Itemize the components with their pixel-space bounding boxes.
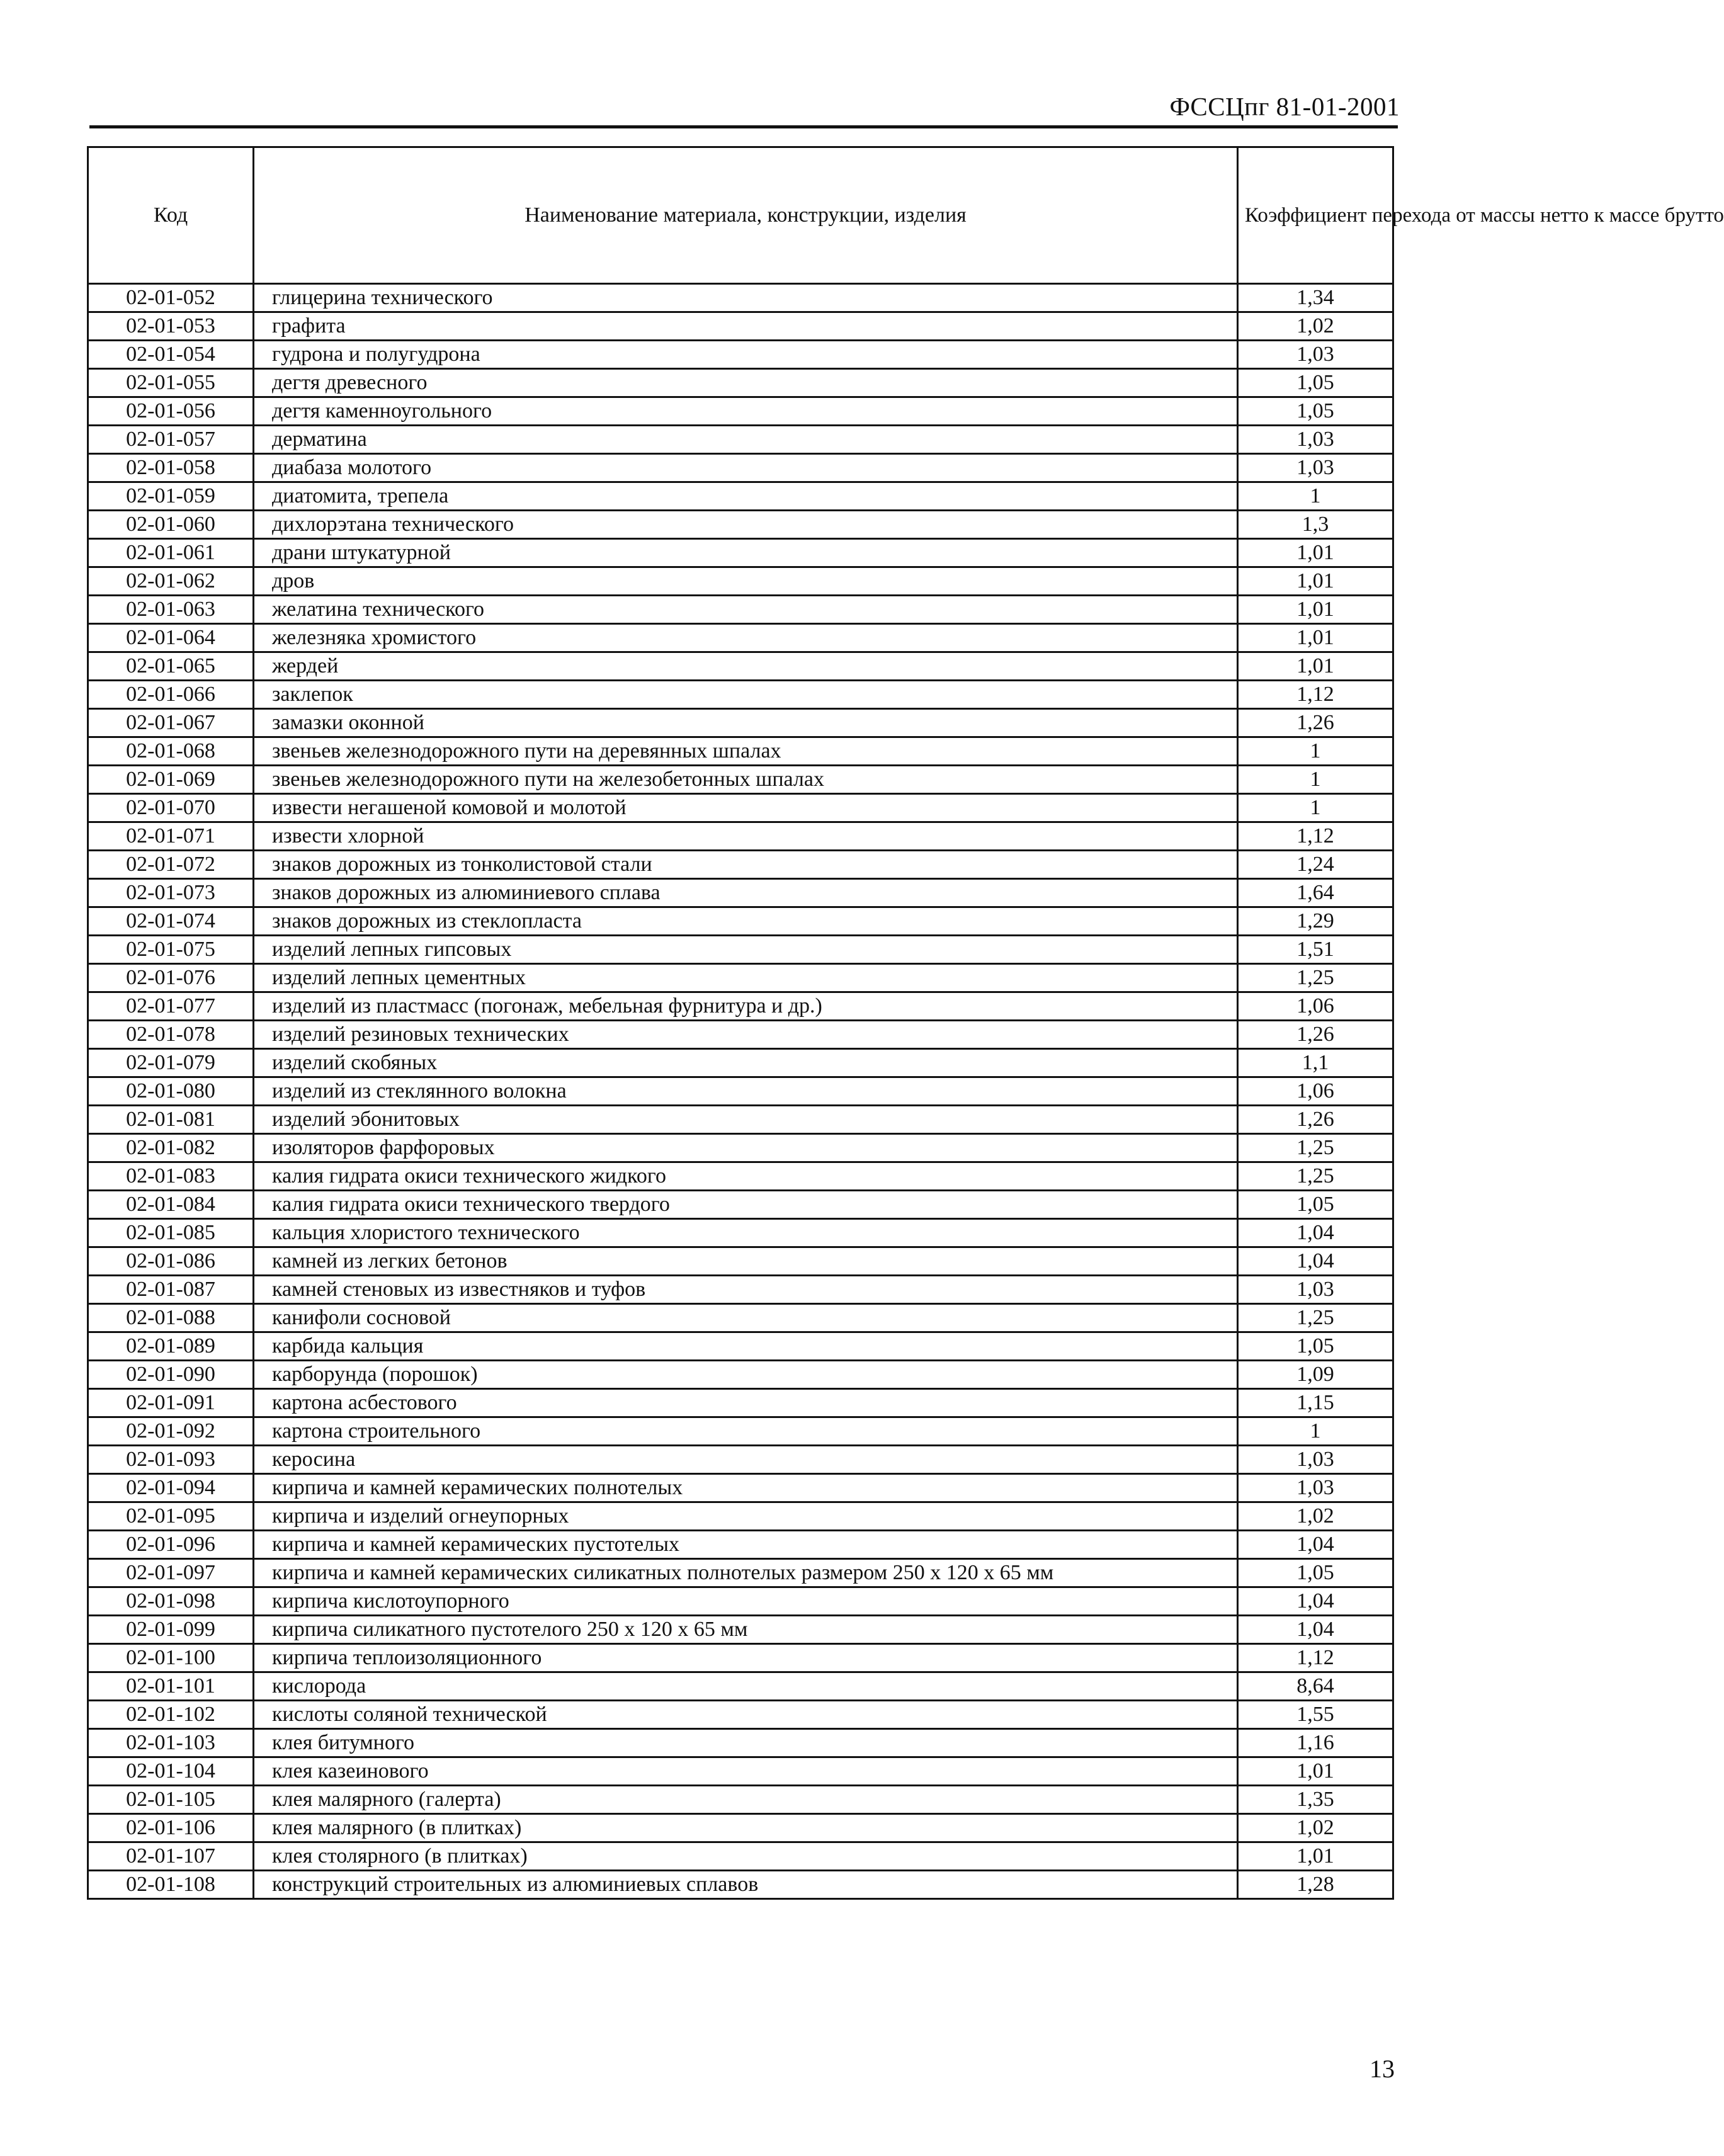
cell-coefficient: 1,05 <box>1238 1191 1393 1219</box>
cell-coefficient: 1 <box>1238 482 1393 511</box>
cell-code: 02-01-101 <box>88 1672 254 1701</box>
cell-code: 02-01-103 <box>88 1729 254 1757</box>
cell-coefficient: 1,26 <box>1238 1021 1393 1049</box>
cell-code: 02-01-104 <box>88 1757 254 1786</box>
table-row <box>88 1276 1393 1304</box>
cell-name: изделий резиновых технических <box>254 1021 1238 1049</box>
cell-name: знаков дорожных из стеклопласта <box>254 907 1238 936</box>
cell-code: 02-01-079 <box>88 1049 254 1077</box>
table-row <box>88 482 1393 511</box>
cell-name: изделий лепных гипсовых <box>254 936 1238 964</box>
cell-coefficient: 1,01 <box>1238 567 1393 596</box>
cell-code: 02-01-095 <box>88 1502 254 1531</box>
cell-code: 02-01-066 <box>88 681 254 709</box>
table-row <box>88 1729 1393 1757</box>
cell-code: 02-01-088 <box>88 1304 254 1332</box>
cell-name: клея малярного (в плитках) <box>254 1814 1238 1842</box>
cell-code: 02-01-108 <box>88 1871 254 1899</box>
cell-name: кирпича силикатного пустотелого 250 х 120 х 65 мм <box>254 1616 1238 1644</box>
table-row <box>88 681 1393 709</box>
column-header-coefficient: Коэффициент перехода от массы нетто к массе брутто <box>1238 147 1393 284</box>
cell-name: желатина технического <box>254 596 1238 624</box>
table-row <box>88 1587 1393 1616</box>
cell-name: кислоты соляной технической <box>254 1701 1238 1729</box>
cell-code: 02-01-059 <box>88 482 254 511</box>
cell-name: камней из легких бетонов <box>254 1247 1238 1276</box>
cell-name: жердей <box>254 652 1238 681</box>
cell-coefficient: 1,34 <box>1238 284 1393 312</box>
cell-coefficient: 1 <box>1238 794 1393 822</box>
cell-coefficient: 1 <box>1238 737 1393 766</box>
cell-name: керосина <box>254 1446 1238 1474</box>
cell-coefficient: 1,05 <box>1238 1332 1393 1361</box>
cell-coefficient: 8,64 <box>1238 1672 1393 1701</box>
cell-name: кирпича и камней керамических пустотелых <box>254 1531 1238 1559</box>
table-row <box>88 964 1393 992</box>
cell-code: 02-01-099 <box>88 1616 254 1644</box>
table-header-row <box>88 147 1393 284</box>
cell-code: 02-01-076 <box>88 964 254 992</box>
cell-code: 02-01-058 <box>88 454 254 482</box>
cell-name: изоляторов фарфоровых <box>254 1134 1238 1162</box>
cell-code: 02-01-065 <box>88 652 254 681</box>
cell-name: драни штукатурной <box>254 539 1238 567</box>
cell-coefficient: 1,04 <box>1238 1219 1393 1247</box>
cell-code: 02-01-085 <box>88 1219 254 1247</box>
cell-code: 02-01-081 <box>88 1106 254 1134</box>
table-row <box>88 822 1393 851</box>
cell-code: 02-01-052 <box>88 284 254 312</box>
cell-name: карбида кальция <box>254 1332 1238 1361</box>
table-row <box>88 1871 1393 1899</box>
coefficient-table <box>87 146 1724 1900</box>
cell-coefficient: 1,29 <box>1238 907 1393 936</box>
cell-coefficient: 1,02 <box>1238 1502 1393 1531</box>
table-row <box>88 1106 1393 1134</box>
table-row <box>88 851 1393 879</box>
cell-name: клея малярного (галерта) <box>254 1786 1238 1814</box>
cell-name: дегтя древесного <box>254 369 1238 397</box>
cell-coefficient: 1,25 <box>1238 964 1393 992</box>
cell-coefficient: 1,04 <box>1238 1531 1393 1559</box>
cell-coefficient: 1,03 <box>1238 341 1393 369</box>
cell-name: картона строительного <box>254 1417 1238 1446</box>
cell-name: камней стеновых из известняков и туфов <box>254 1276 1238 1304</box>
cell-name: знаков дорожных из тонколистовой стали <box>254 851 1238 879</box>
cell-name: калия гидрата окиси технического твердого <box>254 1191 1238 1219</box>
cell-name: замазки оконной <box>254 709 1238 737</box>
table-body <box>88 284 1393 1899</box>
cell-coefficient: 1,04 <box>1238 1616 1393 1644</box>
cell-code: 02-01-091 <box>88 1389 254 1417</box>
cell-coefficient: 1,25 <box>1238 1134 1393 1162</box>
table-row <box>88 1474 1393 1502</box>
table-row <box>88 992 1393 1021</box>
table-row <box>88 1814 1393 1842</box>
column-header-code: Код <box>88 147 254 284</box>
cell-coefficient: 1 <box>1238 766 1393 794</box>
cell-name: глицерина технического <box>254 284 1238 312</box>
table-row <box>88 454 1393 482</box>
cell-name: канифоли сосновой <box>254 1304 1238 1332</box>
cell-code: 02-01-054 <box>88 341 254 369</box>
cell-name: дегтя каменноугольного <box>254 397 1238 426</box>
cell-coefficient: 1,01 <box>1238 596 1393 624</box>
cell-code: 02-01-105 <box>88 1786 254 1814</box>
cell-code: 02-01-053 <box>88 312 254 341</box>
table-row <box>88 1361 1393 1389</box>
cell-code: 02-01-093 <box>88 1446 254 1474</box>
cell-coefficient: 1 <box>1238 1417 1393 1446</box>
cell-name: картона асбестового <box>254 1389 1238 1417</box>
table-row <box>88 1531 1393 1559</box>
cell-name: знаков дорожных из алюминиевого сплава <box>254 879 1238 907</box>
cell-name: извести негашеной комовой и молотой <box>254 794 1238 822</box>
cell-coefficient: 1,12 <box>1238 822 1393 851</box>
cell-code: 02-01-064 <box>88 624 254 652</box>
cell-name: изделий из пластмасс (погонаж, мебельная фурнитура и др.) <box>254 992 1238 1021</box>
cell-name: дихлорэтана технического <box>254 511 1238 539</box>
cell-coefficient: 1,01 <box>1238 624 1393 652</box>
table-row <box>88 1389 1393 1417</box>
cell-code: 02-01-069 <box>88 766 254 794</box>
cell-name: железняка хромистого <box>254 624 1238 652</box>
document-code: ФССЦпг 81-01-2001 <box>1169 92 1400 121</box>
cell-coefficient: 1,03 <box>1238 426 1393 454</box>
cell-name: кирпича кислотоупорного <box>254 1587 1238 1616</box>
cell-name: клея казеинового <box>254 1757 1238 1786</box>
table-row <box>88 1191 1393 1219</box>
cell-coefficient: 1,04 <box>1238 1247 1393 1276</box>
cell-name: звеньев железнодорожного пути на деревянных шпалах <box>254 737 1238 766</box>
cell-code: 02-01-068 <box>88 737 254 766</box>
table-row <box>88 1644 1393 1672</box>
table-row <box>88 1842 1393 1871</box>
cell-name: клея битумного <box>254 1729 1238 1757</box>
table-header <box>88 147 1724 284</box>
cell-code: 02-01-073 <box>88 879 254 907</box>
cell-name: изделий эбонитовых <box>254 1106 1238 1134</box>
table-row <box>88 1134 1393 1162</box>
cell-coefficient: 1,64 <box>1238 879 1393 907</box>
header-rule <box>89 125 1398 128</box>
table-row <box>88 369 1393 397</box>
cell-code: 02-01-078 <box>88 1021 254 1049</box>
cell-coefficient: 1,01 <box>1238 539 1393 567</box>
cell-coefficient: 1,06 <box>1238 992 1393 1021</box>
table-row <box>88 1701 1393 1729</box>
cell-name: изделий лепных цементных <box>254 964 1238 992</box>
cell-coefficient: 1,16 <box>1238 1729 1393 1757</box>
cell-name: извести хлорной <box>254 822 1238 851</box>
table-row <box>88 709 1393 737</box>
cell-code: 02-01-097 <box>88 1559 254 1587</box>
cell-code: 02-01-062 <box>88 567 254 596</box>
cell-name: графита <box>254 312 1238 341</box>
cell-coefficient: 1,24 <box>1238 851 1393 879</box>
cell-coefficient: 1,01 <box>1238 1842 1393 1871</box>
cell-coefficient: 1,55 <box>1238 1701 1393 1729</box>
cell-code: 02-01-087 <box>88 1276 254 1304</box>
table-row <box>88 794 1393 822</box>
cell-code: 02-01-086 <box>88 1247 254 1276</box>
column-header-name: Наименование материала, конструкции, изделия <box>254 147 1238 284</box>
table-row <box>88 567 1393 596</box>
cell-code: 02-01-071 <box>88 822 254 851</box>
cell-name: звеньев железнодорожного пути на железобетонных шпалах <box>254 766 1238 794</box>
cell-coefficient: 1,26 <box>1238 1106 1393 1134</box>
cell-coefficient: 1,26 <box>1238 709 1393 737</box>
cell-code: 02-01-060 <box>88 511 254 539</box>
cell-name: кирпича и камней керамических силикатных полнотелых размером 250 х 120 х 65 мм <box>254 1559 1238 1587</box>
cell-code: 02-01-084 <box>88 1191 254 1219</box>
cell-name: гудрона и полугудрона <box>254 341 1238 369</box>
cell-code: 02-01-056 <box>88 397 254 426</box>
cell-coefficient: 1,01 <box>1238 652 1393 681</box>
cell-coefficient: 1,02 <box>1238 312 1393 341</box>
table-row <box>88 1304 1393 1332</box>
cell-code: 02-01-061 <box>88 539 254 567</box>
cell-coefficient: 1,09 <box>1238 1361 1393 1389</box>
cell-name: кислорода <box>254 1672 1238 1701</box>
cell-code: 02-01-080 <box>88 1077 254 1106</box>
table-row <box>88 1672 1393 1701</box>
cell-code: 02-01-100 <box>88 1644 254 1672</box>
cell-name: клея столярного (в плитках) <box>254 1842 1238 1871</box>
cell-coefficient: 1,01 <box>1238 1757 1393 1786</box>
cell-code: 02-01-094 <box>88 1474 254 1502</box>
cell-name: дров <box>254 567 1238 596</box>
cell-code: 02-01-082 <box>88 1134 254 1162</box>
table-row <box>88 1049 1393 1077</box>
cell-code: 02-01-077 <box>88 992 254 1021</box>
cell-name: заклепок <box>254 681 1238 709</box>
cell-code: 02-01-107 <box>88 1842 254 1871</box>
table-row <box>88 737 1393 766</box>
table-row <box>88 1077 1393 1106</box>
cell-coefficient: 1,28 <box>1238 1871 1393 1899</box>
cell-code: 02-01-055 <box>88 369 254 397</box>
table-row <box>88 936 1393 964</box>
cell-coefficient: 1,15 <box>1238 1389 1393 1417</box>
cell-code: 02-01-063 <box>88 596 254 624</box>
table-row <box>88 426 1393 454</box>
table-row <box>88 1757 1393 1786</box>
cell-coefficient: 1,02 <box>1238 1814 1393 1842</box>
table-row <box>88 624 1393 652</box>
cell-name: дерматина <box>254 426 1238 454</box>
cell-coefficient: 1,12 <box>1238 681 1393 709</box>
cell-coefficient: 1,05 <box>1238 369 1393 397</box>
cell-coefficient: 1,25 <box>1238 1162 1393 1191</box>
table-row <box>88 652 1393 681</box>
table-row <box>88 1446 1393 1474</box>
cell-coefficient: 1,03 <box>1238 1474 1393 1502</box>
cell-coefficient: 1,06 <box>1238 1077 1393 1106</box>
table-row <box>88 1247 1393 1276</box>
table-row <box>88 907 1393 936</box>
cell-name: диатомита, трепела <box>254 482 1238 511</box>
table-row <box>88 1786 1393 1814</box>
cell-code: 02-01-102 <box>88 1701 254 1729</box>
cell-name: кирпича теплоизоляционного <box>254 1644 1238 1672</box>
cell-code: 02-01-074 <box>88 907 254 936</box>
cell-name: кальция хлористого технического <box>254 1219 1238 1247</box>
page-number: 13 <box>1370 2055 1395 2083</box>
table-row <box>88 397 1393 426</box>
cell-coefficient: 1,03 <box>1238 1276 1393 1304</box>
cell-name: кирпича и изделий огнеупорных <box>254 1502 1238 1531</box>
cell-code: 02-01-092 <box>88 1417 254 1446</box>
cell-name: калия гидрата окиси технического жидкого <box>254 1162 1238 1191</box>
cell-coefficient: 1,3 <box>1238 511 1393 539</box>
cell-coefficient: 1,35 <box>1238 1786 1393 1814</box>
cell-code: 02-01-090 <box>88 1361 254 1389</box>
cell-code: 02-01-070 <box>88 794 254 822</box>
table-row <box>88 766 1393 794</box>
cell-code: 02-01-067 <box>88 709 254 737</box>
cell-name: изделий из стеклянного волокна <box>254 1077 1238 1106</box>
table-row <box>88 284 1393 312</box>
cell-coefficient: 1,25 <box>1238 1304 1393 1332</box>
table-row <box>88 1502 1393 1531</box>
cell-code: 02-01-072 <box>88 851 254 879</box>
cell-coefficient: 1,12 <box>1238 1644 1393 1672</box>
cell-coefficient: 1,1 <box>1238 1049 1393 1077</box>
table-row <box>88 1021 1393 1049</box>
table-row <box>88 1162 1393 1191</box>
table-row <box>88 341 1393 369</box>
table-row <box>88 1219 1393 1247</box>
cell-name: конструкций строительных из алюминиевых сплавов <box>254 1871 1238 1899</box>
cell-code: 02-01-106 <box>88 1814 254 1842</box>
table-row <box>88 1559 1393 1587</box>
cell-coefficient: 1,03 <box>1238 1446 1393 1474</box>
cell-name: диабаза молотого <box>254 454 1238 482</box>
cell-coefficient: 1,03 <box>1238 454 1393 482</box>
cell-code: 02-01-075 <box>88 936 254 964</box>
cell-coefficient: 1,05 <box>1238 1559 1393 1587</box>
table-row <box>88 1417 1393 1446</box>
cell-code: 02-01-098 <box>88 1587 254 1616</box>
cell-coefficient: 1,04 <box>1238 1587 1393 1616</box>
table-row <box>88 312 1393 341</box>
cell-name: карборунда (порошок) <box>254 1361 1238 1389</box>
table-row <box>88 1332 1393 1361</box>
table-row <box>88 1616 1393 1644</box>
cell-code: 02-01-083 <box>88 1162 254 1191</box>
cell-coefficient: 1,05 <box>1238 397 1393 426</box>
table-row <box>88 879 1393 907</box>
table-row <box>88 511 1393 539</box>
cell-code: 02-01-089 <box>88 1332 254 1361</box>
cell-name: кирпича и камней керамических полнотелых <box>254 1474 1238 1502</box>
cell-coefficient: 1,51 <box>1238 936 1393 964</box>
table-row <box>88 596 1393 624</box>
cell-name: изделий скобяных <box>254 1049 1238 1077</box>
table-row <box>88 539 1393 567</box>
cell-code: 02-01-057 <box>88 426 254 454</box>
cell-code: 02-01-096 <box>88 1531 254 1559</box>
